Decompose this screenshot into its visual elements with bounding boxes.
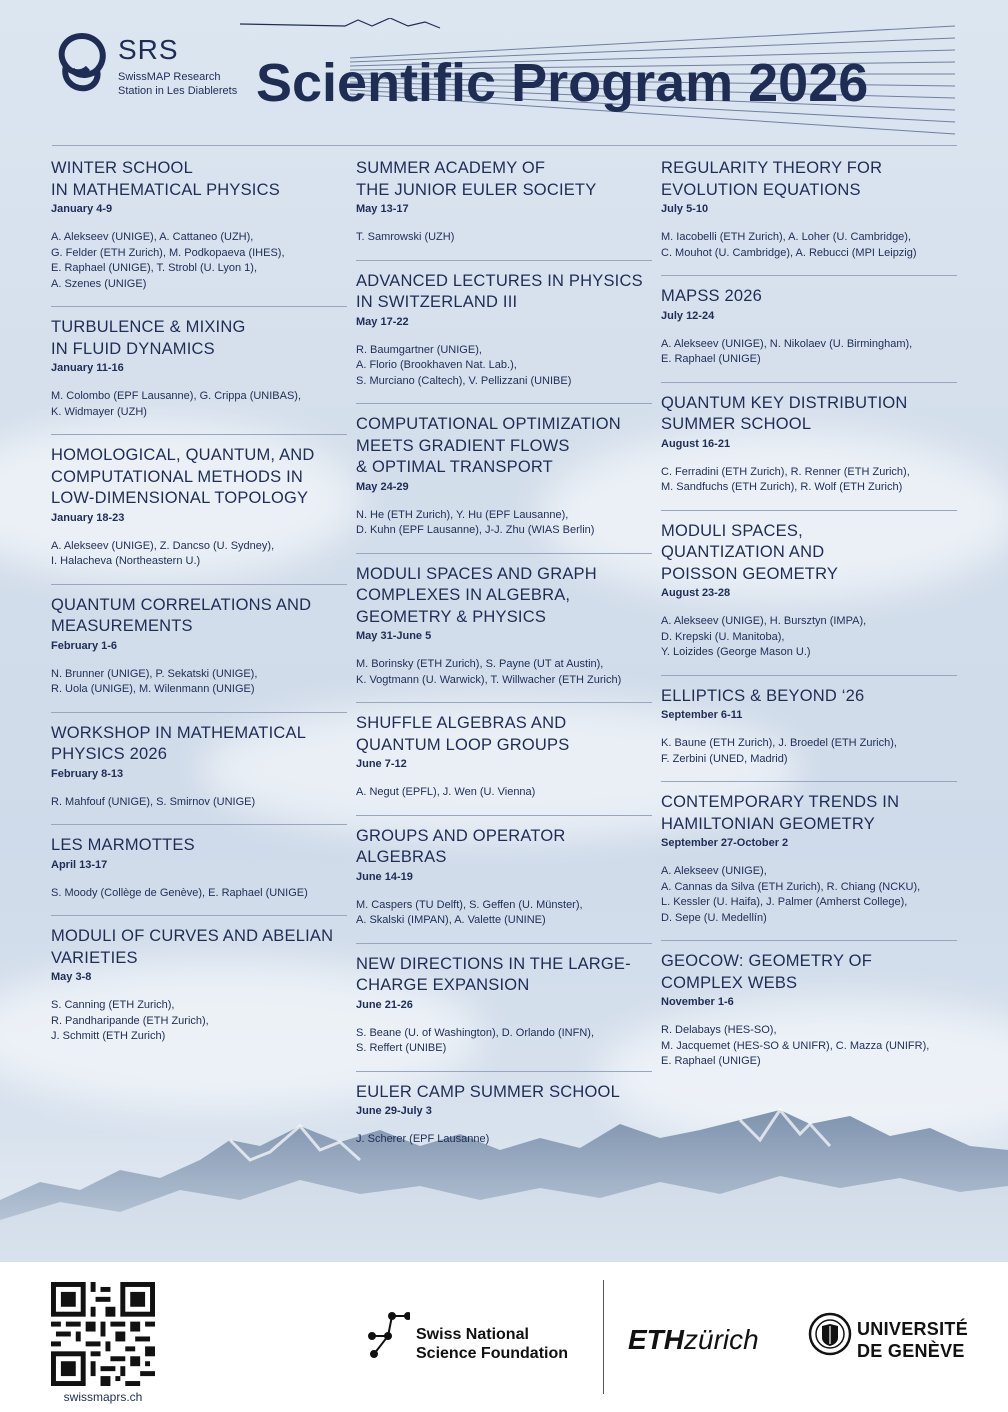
event-date: July 5-10	[661, 203, 709, 215]
event-date: August 16-21	[661, 437, 731, 450]
event-title: WINTER SCHOOL IN MATHEMATICAL PHYSICS	[51, 159, 280, 199]
event-organizers: M. Borinsky (ETH Zurich), S. Payne (UT at Austin), K. Vogtmann (U. Warwick), T. Willwacher (ETH Zurich)	[356, 658, 622, 686]
event-organizers: M. Iacobelli (ETH Zurich), A. Loher (U. Cambridge), C. Mouhot (U. Cambridge), A. Rebucci (MPI Leipzig)	[661, 231, 917, 259]
event-card	[356, 826, 652, 944]
event-card	[51, 317, 347, 435]
event-card	[51, 595, 347, 713]
event-title: LES MARMOTTES	[51, 836, 195, 854]
qr-code-icon[interactable]	[51, 1282, 155, 1386]
event-title: CONTEMPORARY TRENDS IN HAMILTONIAN GEOMETRY	[661, 793, 900, 833]
event-date: January 4-9	[51, 203, 113, 215]
event-date: September 6-11	[661, 709, 743, 721]
event-organizers: A. Alekseev (UNIGE), N. Nikolaev (U. Birmingham), E. Raphael (UNIGE)	[661, 337, 913, 365]
event-card	[51, 926, 347, 1059]
event-date: January 11-16	[51, 362, 124, 374]
event-date: August 23-28	[661, 587, 731, 599]
srs-logo-icon	[52, 30, 112, 94]
header-divider	[52, 145, 957, 146]
snsf-logo-text: Swiss National Science Foundation	[416, 1326, 569, 1362]
program-column-1	[51, 158, 347, 1069]
event-title: MODULI SPACES AND GRAPH COMPLEXES IN ALGEBRA, GEOMETRY & PHYSICS	[356, 564, 597, 626]
event-card	[356, 271, 652, 405]
event-organizers: A. Alekseev (UNIGE), A. Cattaneo (UZH), G. Felder (ETH Zurich), M. Podkopaeva (IHES), E. Raphael (UNIGE), T. Strobl (U. Lyon 1), A. Szenes (UNIGE)	[51, 231, 285, 290]
event-organizers: A. Negut (EPFL), J. Wen (U. Vienna)	[356, 786, 536, 798]
event-title: HOMOLOGICAL, QUANTUM, AND COMPUTATIONAL METHODS IN LOW-DIMENSIONAL TOPOLOGY	[51, 446, 315, 507]
event-card	[51, 445, 347, 585]
logo-abbr: SRS	[118, 34, 179, 65]
event-date: June 14-19	[356, 870, 413, 883]
event-title: TURBULENCE & MIXING IN FLUID DYNAMICS	[51, 318, 246, 358]
event-organizers: R. Delabays (HES-SO), M. Jacquemet (HES-SO & UNIFR), C. Mazza (UNIFR), E. Raphael (UNIGE)	[661, 1024, 930, 1067]
event-organizers: R. Mahfouf (UNIGE), S. Smirnov (UNIGE)	[51, 795, 256, 808]
event-card	[51, 723, 347, 826]
event-card	[51, 835, 347, 916]
event-date: May 3-8	[51, 971, 92, 983]
event-card	[661, 158, 957, 276]
event-organizers: A. Alekseev (UNIGE), A. Cannas da Silva (ETH Zurich), R. Chiang (NCKU), L. Kessler (U. Haifa), J. Palmer (Amherst College), D. Sepe (U. Medellín)	[661, 865, 921, 924]
event-card	[661, 792, 957, 941]
logo-subtitle	[118, 70, 258, 98]
event-organizers: S. Canning (ETH Zurich), R. Pandharipande (ETH Zurich), J. Schmitt (ETH Zurich)	[51, 999, 209, 1042]
event-card	[51, 158, 347, 307]
event-card	[356, 414, 652, 554]
event-title: MODULI OF CURVES AND ABELIAN VARIETIES	[51, 927, 334, 967]
eth-logo: ETHzürich	[628, 1324, 759, 1355]
event-title: ADVANCED LECTURES IN PHYSICS IN SWITZERLAND III	[356, 271, 643, 311]
event-organizers: N. Brunner (UNIGE), P. Sekatski (UNIGE), R. Uola (UNIGE), M. Wilenmann (UNIGE)	[51, 667, 258, 695]
event-title: QUANTUM CORRELATIONS AND MEASUREMENTS	[51, 595, 312, 635]
event-card	[661, 286, 957, 383]
footer	[0, 1262, 1008, 1412]
event-date: June 29-July 3	[356, 1105, 432, 1117]
event-date: September 27-October 2	[661, 837, 789, 849]
unige-logo-text: UNIVERSITÉ DE GENÈVE	[857, 1319, 969, 1361]
event-card	[661, 521, 957, 676]
event-title: REGULARITY THEORY FOR EVOLUTION EQUATIONS	[661, 159, 883, 199]
event-card	[356, 954, 652, 1072]
srs-logo	[52, 30, 252, 110]
event-card	[661, 393, 957, 511]
website-url[interactable]: swissmaprs.ch	[63, 1390, 143, 1404]
event-card	[661, 951, 957, 1084]
event-date: May 13-17	[356, 203, 409, 215]
event-title: WORKSHOP IN MATHEMATICAL PHYSICS 2026	[51, 723, 307, 763]
event-title: ELLIPTICS & BEYOND ‘26	[661, 686, 865, 705]
event-date: April 13-17	[51, 858, 108, 871]
event-organizers: M. Colombo (EPF Lausanne), G. Crippa (UNIBAS), K. Widmayer (UZH)	[51, 390, 302, 418]
event-organizers: A. Alekseev (UNIGE), H. Bursztyn (IMPA), D. Krepski (U. Manitoba), Y. Loizides (George Mason U.)	[661, 615, 867, 658]
event-date: July 12-24	[661, 309, 715, 322]
event-date: June 7-12	[356, 758, 407, 770]
event-title: COMPUTATIONAL OPTIMIZATION MEETS GRADIENT FLOWS & OPTIMAL TRANSPORT	[356, 415, 621, 476]
event-date: May 24-29	[356, 480, 409, 493]
event-title: SUMMER ACADEMY OF THE JUNIOR EULER SOCIETY	[356, 159, 597, 199]
event-card	[356, 1082, 652, 1162]
logo-subtitle-line-2: Station in Les Diablerets	[118, 85, 238, 97]
event-date: February 1-6	[51, 639, 118, 652]
logo-subtitle-line-1: SwissMAP Research	[118, 71, 221, 83]
event-date: February 8-13	[51, 767, 124, 780]
event-organizers: A. Alekseev (UNIGE), Z. Dancso (U. Sydney), I. Halacheva (Northeastern U.)	[51, 539, 275, 567]
event-card	[661, 686, 957, 783]
event-title: NEW DIRECTIONS IN THE LARGE- CHARGE EXPANSION	[356, 954, 631, 994]
event-date: May 17-22	[356, 315, 409, 328]
event-title: EULER CAMP SUMMER SCHOOL	[356, 1082, 620, 1101]
event-title: MAPSS 2026	[661, 287, 763, 305]
event-title: QUANTUM KEY DISTRIBUTION SUMMER SCHOOL	[661, 393, 908, 433]
event-date: January 18-23	[51, 511, 125, 524]
event-organizers: S. Moody (Collège de Genève), E. Raphael (UNIGE)	[51, 886, 308, 899]
event-organizers: N. He (ETH Zurich), Y. Hu (EPF Lausanne), D. Kuhn (EPF Lausanne), J-J. Zhu (WIAS Berlin)	[356, 508, 595, 536]
event-date: June 21-26	[356, 998, 413, 1011]
event-organizers: K. Baune (ETH Zurich), J. Broedel (ETH Zurich), F. Zerbini (UNED, Madrid)	[661, 737, 897, 765]
unige-seal-icon	[808, 1312, 852, 1356]
event-organizers: J. Scherer (EPF Lausanne)	[356, 1133, 490, 1145]
event-date: November 1-6	[661, 996, 734, 1008]
snsf-logo-icon	[368, 1310, 410, 1362]
logo-divider	[603, 1280, 604, 1394]
event-title: GROUPS AND OPERATOR ALGEBRAS	[356, 826, 566, 866]
event-title: GEOCOW: GEOMETRY OF COMPLEX WEBS	[661, 952, 872, 992]
event-organizers: T. Samrowski (UZH)	[356, 231, 455, 243]
event-organizers: S. Beane (U. of Washington), D. Orlando (INFN), S. Reffert (UNIBE)	[356, 1026, 595, 1054]
event-card	[356, 713, 652, 816]
event-organizers: C. Ferradini (ETH Zurich), R. Renner (ETH Zurich), M. Sandfuchs (ETH Zurich), R. Wolf (ETH Zurich)	[661, 465, 910, 493]
event-title: SHUFFLE ALGEBRAS AND QUANTUM LOOP GROUPS	[356, 714, 570, 754]
program-column-2	[356, 158, 652, 1172]
program-column-3	[661, 158, 957, 1094]
event-title: MODULI SPACES, QUANTIZATION AND POISSON GEOMETRY	[661, 521, 839, 583]
event-organizers: R. Baumgartner (UNIGE), A. Florio (Brookhaven Nat. Lab.), S. Murciano (Caltech), V. Pellizzani (UNIBE)	[356, 343, 572, 387]
page-title: Scientific Program 2026	[256, 53, 869, 113]
event-organizers: M. Caspers (TU Delft), S. Geffen (U. Münster), A. Skalski (IMPAN), A. Valette (UNINE)	[356, 898, 583, 926]
event-card	[356, 158, 652, 261]
event-card	[356, 564, 652, 704]
event-date: May 31-June 5	[356, 630, 432, 642]
